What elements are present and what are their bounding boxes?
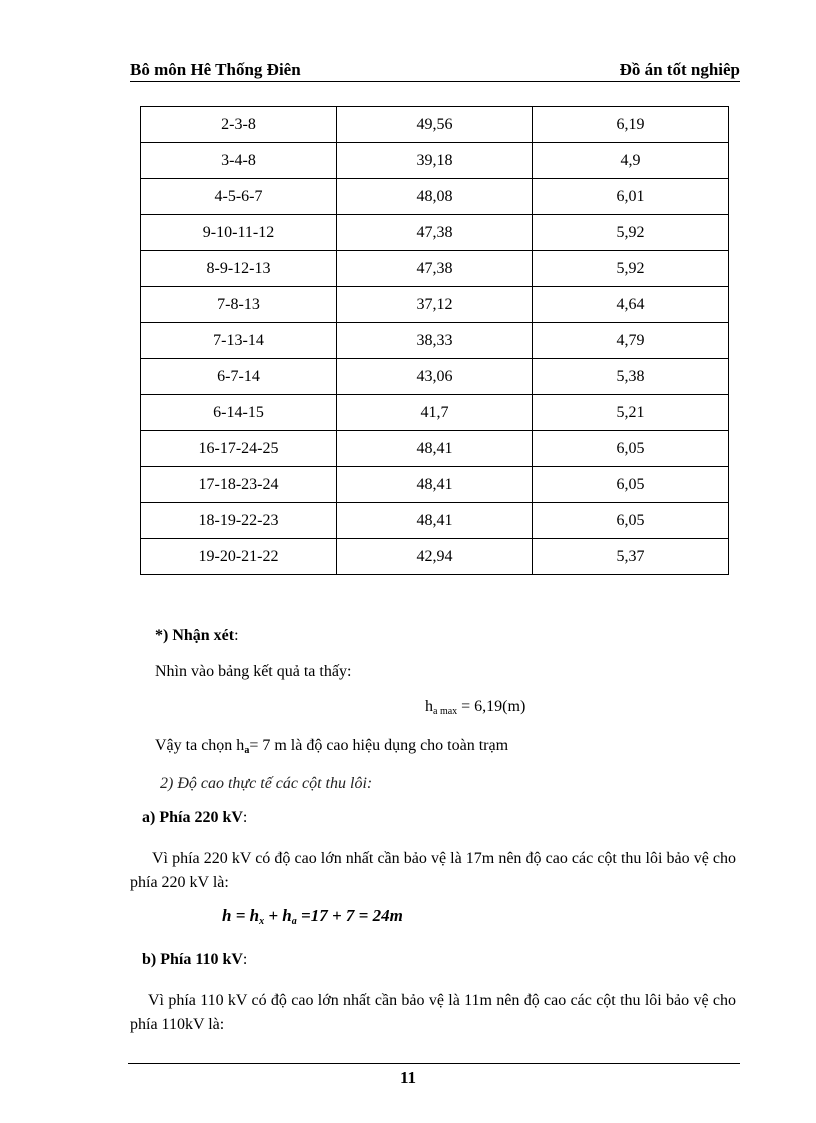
table-row	[141, 467, 729, 503]
table-row	[141, 215, 729, 251]
hmax-subscript: a max	[433, 706, 458, 717]
hmax-equation	[425, 697, 525, 722]
table-cell-value: 37,12	[337, 287, 533, 323]
table-row	[141, 107, 729, 143]
table-cell-height: 4,79	[533, 323, 729, 359]
table-cell-value: 48,41	[337, 467, 533, 503]
table-cell-height: 5,92	[533, 251, 729, 287]
table-cell-group: 9-10-11-12	[141, 215, 337, 251]
table-cell-height: 4,9	[533, 143, 729, 179]
table-cell-group: 8-9-12-13	[141, 251, 337, 287]
part-b-heading	[142, 950, 247, 970]
table-cell-height: 5,37	[533, 539, 729, 575]
section-title: 2) Độ cao thực tế các cột thu lôi:	[160, 775, 373, 792]
table-cell-value: 48,41	[337, 431, 533, 467]
height-choice-suffix: = 7 m là độ cao hiệu dụng cho toàn trạm	[249, 737, 509, 754]
hmax-value: = 6,19(m)	[457, 698, 526, 715]
formula-sub-x: x	[259, 916, 265, 927]
table-row	[141, 503, 729, 539]
table-row	[141, 287, 729, 323]
table-cell-value: 42,94	[337, 539, 533, 575]
table-cell-height: 5,92	[533, 215, 729, 251]
header-document-type: Đồ án tốt nghiêp	[619, 60, 740, 79]
header-department: Bô môn Hê Thống Điên	[130, 60, 301, 79]
table-row	[141, 539, 729, 575]
formula-lhs: h = h	[222, 906, 260, 925]
height-choice	[155, 736, 508, 761]
table-cell-value: 38,33	[337, 323, 533, 359]
table-row	[141, 359, 729, 395]
table-cell-height: 4,64	[533, 287, 729, 323]
hmax-symbol: h	[425, 698, 433, 715]
part-b-heading-colon: :	[242, 951, 248, 968]
height-choice-subscript: a	[244, 745, 250, 756]
part-a-text: Vì phía 220 kV có độ cao lớn nhất cần bảo vệ là 17m nên độ cao các cột thu lôi bảo vệ cho phía 220 kV là:	[130, 850, 736, 891]
table-row	[141, 143, 729, 179]
table-cell-height: 6,05	[533, 503, 729, 539]
remark-heading	[155, 626, 239, 646]
part-a-heading-text: a) Phía 220 kV	[142, 809, 243, 826]
footer-divider	[128, 1063, 740, 1064]
table-cell-height: 6,05	[533, 431, 729, 467]
table-cell-value: 41,7	[337, 395, 533, 431]
table-cell-height: 5,21	[533, 395, 729, 431]
formula-220kv	[222, 906, 403, 932]
table-cell-height: 6,19	[533, 107, 729, 143]
table-cell-height: 5,38	[533, 359, 729, 395]
table-cell-group: 18-19-22-23	[141, 503, 337, 539]
page-header	[130, 58, 740, 82]
table-cell-value: 48,41	[337, 503, 533, 539]
table-cell-group: 7-8-13	[141, 287, 337, 323]
table-cell-group: 19-20-21-22	[141, 539, 337, 575]
table-cell-group: 17-18-23-24	[141, 467, 337, 503]
table-cell-group: 7-13-14	[141, 323, 337, 359]
table-cell-value: 47,38	[337, 251, 533, 287]
table-cell-value: 48,08	[337, 179, 533, 215]
page-number: 11	[399, 1068, 417, 1087]
results-table-body	[141, 107, 729, 575]
table-cell-height: 6,01	[533, 179, 729, 215]
table-cell-height: 6,05	[533, 467, 729, 503]
table-row	[141, 395, 729, 431]
part-a-heading-colon: :	[242, 809, 248, 826]
table-cell-group: 16-17-24-25	[141, 431, 337, 467]
formula-rhs: =17 + 7 = 24m	[296, 906, 403, 925]
remark-heading-colon: :	[234, 627, 239, 644]
table-row	[141, 431, 729, 467]
table-cell-group: 4-5-6-7	[141, 179, 337, 215]
table-cell-group: 2-3-8	[141, 107, 337, 143]
remark-line: Nhìn vào bảng kết quả ta thấy:	[155, 663, 352, 680]
table-row	[141, 251, 729, 287]
table-row	[141, 179, 729, 215]
part-b-text: Vì phía 110 kV có độ cao lớn nhất cần bảo vệ là 11m nên độ cao các cột thu lôi bảo vệ cho phía 110kV là:	[130, 992, 736, 1033]
table-cell-group: 6-7-14	[141, 359, 337, 395]
table-cell-value: 49,56	[337, 107, 533, 143]
table-cell-group: 3-4-8	[141, 143, 337, 179]
remark-heading-text: *) Nhận xét	[155, 627, 235, 644]
formula-sub-a: a	[291, 916, 297, 927]
table-cell-value: 47,38	[337, 215, 533, 251]
table-cell-value: 39,18	[337, 143, 533, 179]
table-cell-group: 6-14-15	[141, 395, 337, 431]
table-row	[141, 323, 729, 359]
results-table	[140, 106, 729, 575]
table-cell-value: 43,06	[337, 359, 533, 395]
part-b-heading-text: b) Phía 110 kV	[142, 951, 243, 968]
part-a-heading	[142, 808, 247, 828]
formula-plus: + h	[264, 906, 292, 925]
height-choice-prefix: Vậy ta chọn h	[155, 737, 245, 754]
